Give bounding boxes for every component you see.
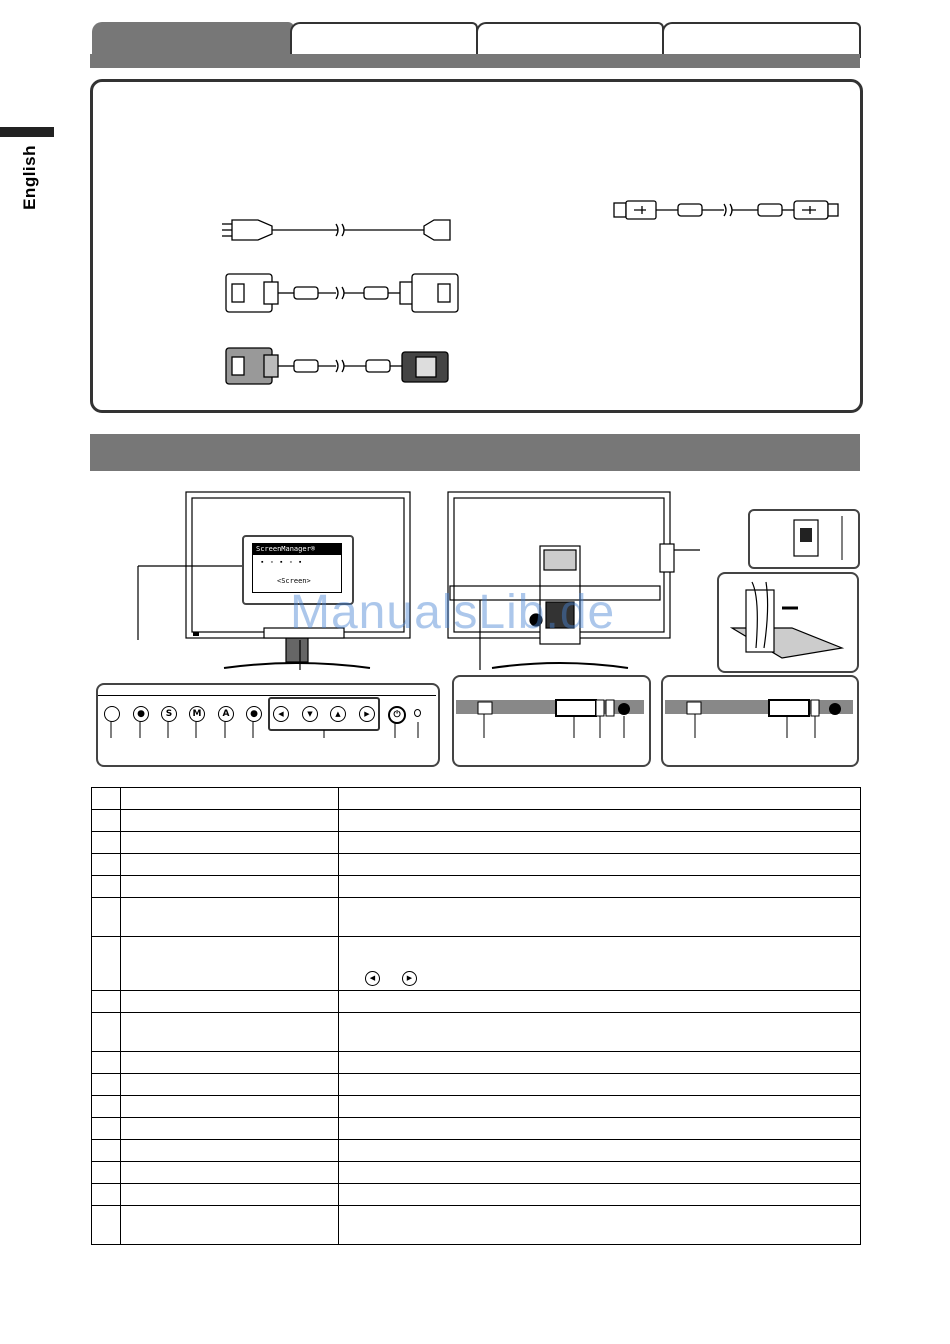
table-cell — [121, 1162, 339, 1184]
usb-cable-illustration — [612, 197, 842, 223]
table-cell — [121, 937, 339, 991]
table-cell — [121, 1074, 339, 1096]
down-arrow-button[interactable]: ▼ — [302, 706, 318, 722]
language-label: English — [20, 145, 39, 210]
osd-icons: ▪▫▪▫▪ — [261, 559, 309, 566]
table-cell — [92, 1096, 121, 1118]
sensor-icon — [104, 706, 120, 722]
tab-2[interactable] — [290, 22, 478, 58]
table-row — [92, 1074, 861, 1096]
table-cell — [121, 1184, 339, 1206]
table-cell — [339, 1074, 861, 1096]
parts-table — [91, 787, 861, 1245]
table-row — [92, 1184, 861, 1206]
power-button[interactable]: ⏻ — [388, 706, 406, 724]
table-cell — [92, 1206, 121, 1245]
table-cell — [92, 898, 121, 937]
table-row — [92, 1118, 861, 1140]
tab-bar — [90, 54, 860, 68]
power-indicator — [414, 709, 421, 717]
table-row — [92, 788, 861, 810]
table-row — [92, 937, 861, 991]
table-cell — [121, 832, 339, 854]
lock-button[interactable]: ● — [133, 706, 149, 722]
table-cell — [339, 1013, 861, 1052]
dvi-cable-illustration — [224, 270, 460, 316]
table-row — [92, 876, 861, 898]
table-cell — [92, 1074, 121, 1096]
table-cell — [121, 1206, 339, 1245]
control-leader-lines — [96, 722, 436, 744]
table-cell — [92, 810, 121, 832]
controls-section-bar — [90, 434, 860, 471]
table-row — [92, 854, 861, 876]
auto-button[interactable]: A — [218, 706, 234, 722]
table-cell — [92, 937, 121, 991]
osd-title: ScreenManager® — [253, 544, 341, 555]
table-cell — [92, 1052, 121, 1074]
table-cell — [92, 876, 121, 898]
dvi-vga-cable-illustration — [224, 344, 460, 388]
watermark: ManualsLib.de — [290, 586, 616, 639]
table-cell — [121, 1052, 339, 1074]
connector-panel-1-icons — [456, 698, 644, 744]
table-cell — [92, 788, 121, 810]
table-cell — [121, 788, 339, 810]
table-cell — [339, 1206, 861, 1245]
control-panel-top-line — [98, 695, 436, 696]
table-cell — [339, 854, 861, 876]
table-row — [92, 1013, 861, 1052]
cable-holder-icon — [722, 578, 852, 664]
table-cell — [92, 832, 121, 854]
table-row — [92, 1162, 861, 1184]
table-cell — [121, 1140, 339, 1162]
table-cell — [339, 1184, 861, 1206]
right-arrow-button[interactable]: ▶ — [359, 706, 375, 722]
table-cell — [339, 991, 861, 1013]
table-row — [92, 832, 861, 854]
table-row — [92, 898, 861, 937]
table-cell — [92, 1140, 121, 1162]
table-cell — [92, 1184, 121, 1206]
enter-button[interactable]: ● — [246, 706, 262, 722]
package-contents-box — [90, 79, 863, 413]
monitor-back-illustration — [440, 490, 700, 670]
left-arrow-icon: ◀ — [365, 971, 380, 986]
mode-button[interactable]: M — [189, 706, 205, 722]
table-cell — [339, 876, 861, 898]
table-row — [92, 991, 861, 1013]
table-cell — [339, 1162, 861, 1184]
table-cell — [339, 898, 861, 937]
table-row — [92, 1206, 861, 1245]
table-cell — [121, 1013, 339, 1052]
connector-panel-2-icons — [665, 698, 853, 744]
table-cell — [339, 788, 861, 810]
table-row — [92, 1052, 861, 1074]
table-row — [92, 810, 861, 832]
table-cell — [121, 876, 339, 898]
table-cell — [121, 898, 339, 937]
power-cord-illustration — [220, 214, 460, 246]
table-cell — [339, 1096, 861, 1118]
table-cell — [121, 854, 339, 876]
table-cell — [339, 1118, 861, 1140]
language-marker — [0, 127, 54, 137]
right-arrow-icon: ▶ — [402, 971, 417, 986]
tab-3[interactable] — [476, 22, 664, 58]
table-cell — [92, 1013, 121, 1052]
table-cell — [121, 1118, 339, 1140]
up-arrow-button[interactable]: ▲ — [330, 706, 346, 722]
table-cell — [339, 810, 861, 832]
table-cell — [92, 991, 121, 1013]
signal-button[interactable]: S — [161, 706, 177, 722]
table-cell — [339, 832, 861, 854]
table-cell — [339, 1052, 861, 1074]
table-row — [92, 1096, 861, 1118]
table-cell — [121, 1096, 339, 1118]
usb-port-icon — [790, 516, 850, 560]
table-cell — [339, 1140, 861, 1162]
tab-1[interactable] — [92, 22, 294, 58]
table-cell — [92, 854, 121, 876]
table-cell — [121, 991, 339, 1013]
table-cell — [339, 937, 861, 991]
osd-item: <Screen> — [277, 577, 311, 585]
table-cell — [92, 1162, 121, 1184]
table-cell — [92, 1118, 121, 1140]
table-cell — [121, 810, 339, 832]
tab-4[interactable] — [662, 22, 861, 58]
left-arrow-button[interactable]: ◀ — [273, 706, 289, 722]
table-row — [92, 1140, 861, 1162]
